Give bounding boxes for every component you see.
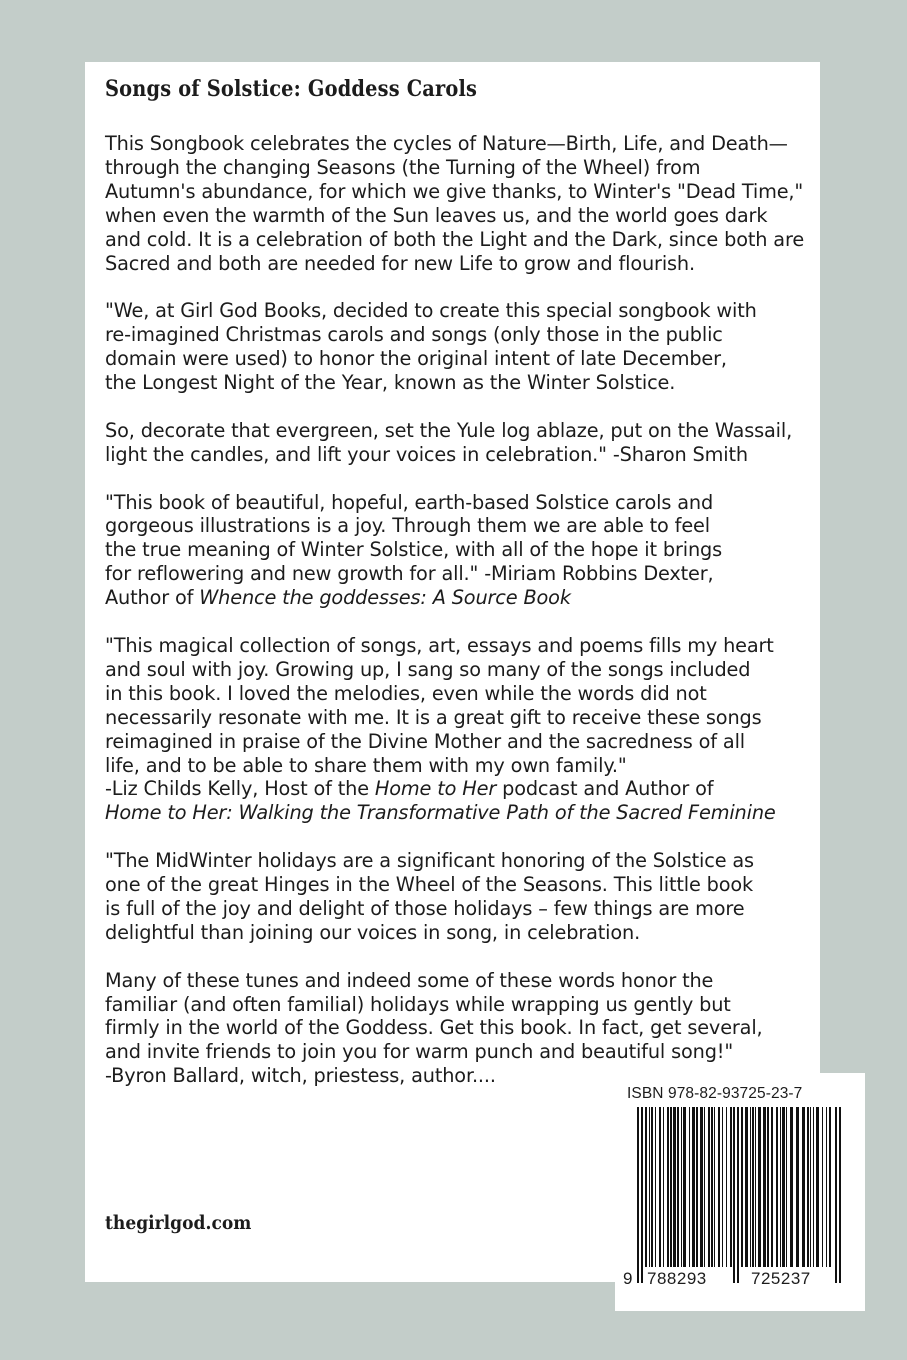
attribution-suffix: podcast and Author of (496, 777, 714, 801)
barcode-icon (627, 1107, 853, 1283)
barcode-bar (733, 1107, 735, 1283)
barcode-bar (737, 1107, 739, 1283)
barcode-bar (758, 1107, 761, 1267)
attribution-line (105, 801, 815, 825)
barcode-bar (816, 1107, 819, 1267)
text-line: the Longest Night of the Year, known as the Winter Solstice. (105, 371, 676, 395)
book-title-italic: Home to Her: Walking the Transformative Path of the Sacred Feminine (105, 801, 776, 825)
barcode-bar (667, 1107, 669, 1267)
barcode-bar (835, 1107, 837, 1283)
book-title: Songs of Solstice: Goddess Carols (105, 76, 478, 102)
barcode-bar (641, 1107, 643, 1283)
barcode-digits-left: 788293 (647, 1269, 707, 1288)
barcode-bar (776, 1107, 778, 1267)
barcode-bar (689, 1107, 690, 1267)
paragraph-midwinter (105, 849, 815, 945)
barcode-bar (741, 1107, 743, 1267)
barcode-bar (726, 1107, 727, 1267)
isbn-label: ISBN 978-82-93725-23-7 (627, 1085, 803, 1102)
blurb-body (105, 132, 815, 1112)
barcode-bar (677, 1107, 679, 1267)
barcode-bar (711, 1107, 713, 1267)
text-line: "We, at Girl God Books, decided to create this special songbook with (105, 299, 757, 323)
text-line: firmly in the world of the Goddess. Get this book. In fact, get several, (105, 1016, 763, 1040)
barcode-bar (714, 1107, 715, 1267)
barcode-bar (745, 1107, 748, 1267)
barcode-bar (771, 1107, 773, 1267)
barcode-bar (767, 1107, 769, 1267)
text-line: re-imagined Christmas carols and songs (only those in the public (105, 323, 723, 347)
barcode-bar (681, 1107, 682, 1267)
barcode-bar (649, 1107, 650, 1267)
barcode-bar (796, 1107, 799, 1267)
barcode-bar (659, 1107, 661, 1267)
text-line: This Songbook celebrates the cycles of Nature—Birth, Life, and Death— (105, 132, 788, 155)
text-line: in this book. I loved the melodies, even while the words did not (105, 681, 707, 705)
attribution-line (105, 777, 815, 801)
text-line: "This book of beautiful, hopeful, earth-based Solstice carols and (105, 490, 714, 514)
barcode-bar (822, 1107, 823, 1267)
text-line: necessarily resonate with me. It is a great gift to receive these songs (105, 705, 762, 729)
text-line: domain were used) to honor the original intent of late December, (105, 347, 727, 371)
barcode-bar (807, 1107, 809, 1267)
barcode-bar (810, 1107, 811, 1267)
barcode-bar (763, 1107, 766, 1267)
barcode-bar (786, 1107, 787, 1267)
paragraph-intro (105, 132, 815, 275)
barcode-bar (670, 1107, 672, 1267)
barcode-bar (782, 1107, 785, 1267)
barcode-bar (722, 1107, 723, 1267)
barcode-digits-right: 725237 (751, 1269, 811, 1288)
barcode-bar (718, 1107, 720, 1267)
text-line: is full of the joy and delight of those holidays – few things are more (105, 896, 745, 920)
barcode-bar (780, 1107, 781, 1267)
text-line: and soul with joy. Growing up, I sang so many of the songs included (105, 657, 751, 681)
barcode-bar (683, 1107, 686, 1267)
barcode-bar (829, 1107, 831, 1267)
text-line: Sacred and both are needed for new Life to grow and flourish. (105, 251, 695, 275)
isbn-barcode-box (615, 1073, 865, 1311)
text-line: and invite friends to join you for warm punch and beautiful song!" (105, 1040, 734, 1064)
text-line: when even the warmth of the Sun leaves us, and the world goes dark (105, 203, 768, 227)
barcode-bar (696, 1107, 698, 1267)
barcode-bar (673, 1107, 676, 1267)
text-line: Many of these tunes and indeed some of these words honor the (105, 968, 714, 992)
barcode-bar (708, 1107, 710, 1267)
text-line: life, and to be able to share them with my own family." (105, 753, 627, 777)
text-line: light the candles, and lift your voices in celebration." -Sharon Smith (105, 442, 748, 466)
text-line: So, decorate that evergreen, set the Yule log ablaze, put on the Wassail, (105, 418, 793, 442)
barcode-bar (655, 1107, 656, 1267)
attribution-prefix: -Liz Childs Kelly, Host of the (105, 777, 375, 801)
paragraph-miriam-dexter (105, 491, 815, 611)
barcode-bar (651, 1107, 653, 1267)
barcode-bar (752, 1107, 754, 1267)
text-line: the true meaning of Winter Solstice, with all of the hope it brings (105, 538, 723, 562)
barcode-bar (704, 1107, 705, 1267)
paragraph-byron-ballard (105, 969, 815, 1089)
podcast-title-italic: Home to Her (374, 777, 497, 801)
text-line: Autumn's abundance, for which we give thanks, to Winter's "Dead Time," (105, 179, 804, 203)
text-line: "The MidWinter holidays are a significant honoring of the Solstice as (105, 849, 754, 873)
text-line: reimagined in praise of the Divine Mother and the sacredness of all (105, 729, 745, 753)
barcode-digit-first: 9 (623, 1269, 633, 1288)
barcode-bar (730, 1107, 732, 1267)
barcode-bar (755, 1107, 756, 1267)
barcode-bar (750, 1107, 751, 1267)
text-line: delightful than joining our voices in song, in celebration. (105, 920, 641, 944)
website-url: thegirlgod.com (105, 1212, 252, 1234)
barcode-bar (839, 1107, 841, 1283)
barcode-bar (813, 1107, 814, 1267)
text-line: familiar (and often familial) holidays while wrapping us gently but (105, 992, 731, 1016)
text-line: and cold. It is a celebration of both the Light and the Dark, since both are (105, 227, 805, 251)
barcode-bar (790, 1107, 793, 1267)
text-line: through the changing Seasons (the Turning of the Wheel) from (105, 155, 701, 179)
book-title-italic: Whence the goddesses: A Source Book (199, 586, 571, 610)
barcode-bar (826, 1107, 827, 1267)
barcode-bar (692, 1107, 695, 1267)
text-line: gorgeous illustrations is a joy. Through them we are able to feel (105, 514, 710, 538)
text-line: "This magical collection of songs, art, essays and poems fills my heart (105, 633, 774, 657)
barcode-bar (637, 1107, 639, 1283)
barcode-bar (802, 1107, 805, 1267)
paragraph-girl-god-books (105, 299, 815, 395)
text-line: one of the great Hinges in the Wheel of the Seasons. This little book (105, 873, 754, 897)
paragraph-liz-kelly (105, 634, 815, 825)
barcode-bar (645, 1107, 647, 1267)
attribution-line (105, 586, 815, 610)
paragraph-sharon-smith (105, 419, 815, 467)
barcode-bar (663, 1107, 664, 1267)
text-line: for reflowering and new growth for all." -Miriam Robbins Dexter, (105, 562, 714, 586)
barcode-bar (700, 1107, 703, 1267)
text-line: -Byron Ballard, witch, priestess, author.... (105, 1064, 496, 1088)
attribution-prefix: Author of (105, 586, 200, 610)
